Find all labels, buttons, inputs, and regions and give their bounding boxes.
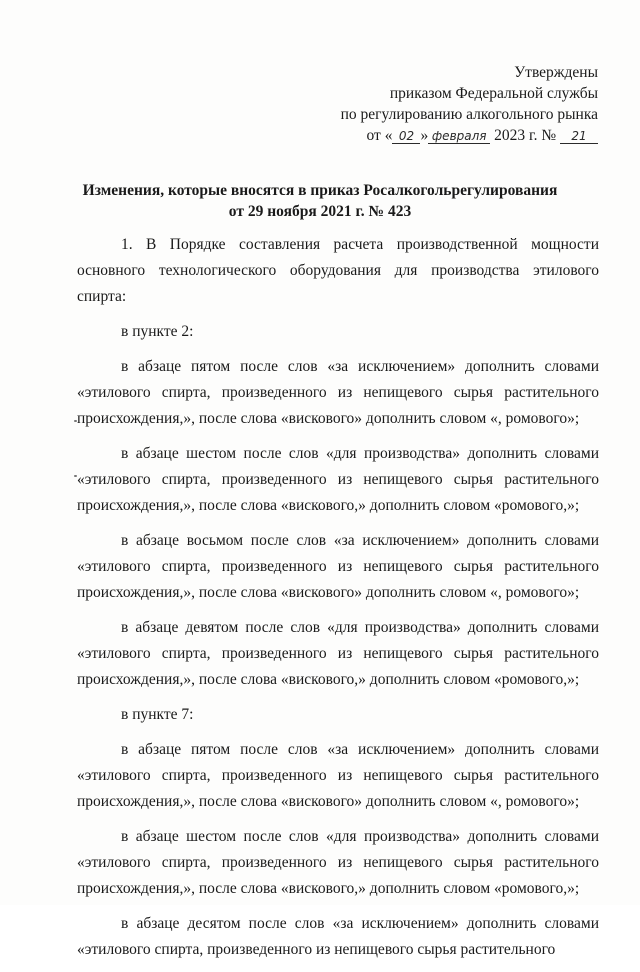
approval-date-line xyxy=(341,125,598,146)
paragraph-10: в абзаце десятом после слов «за исключением» дополнить словами «этилового спирта, произведенного из непищевого сырья растительного xyxy=(77,915,599,958)
paragraph-4: в абзаце шестом после слов «для производства» дополнить словами «этилового спирта, произведенного из непищевого сырья растительного происхождения,», после слова «вискового,» дополнить словом «ромового,»; xyxy=(77,445,599,514)
approval-block xyxy=(341,62,598,146)
paragraph-9: в абзаце шестом после слов «для производства» дополнить словами «этилового спирта, произведенного из непищевого сырья растительного происхождения,», после слова «вискового,» дополнить словом «ромового,»; xyxy=(77,828,599,897)
paragraph-clause-2: в пункте 2: xyxy=(121,323,194,340)
paragraph-1: 1. В Порядке составления расчета производственной мощности основного технологического оборудования для производства этилового спирта: xyxy=(77,236,599,305)
approval-line-1: Утверждены xyxy=(514,64,598,81)
paragraph-clause-7: в пункте 7: xyxy=(121,706,194,723)
paragraph-3: в абзаце пятом после слов «за исключением» дополнить словами «этилового спирта, произведенного из непищевого сырья растительного происхождения,», после слова «вискового» дополнить словом «, ромового»; xyxy=(77,358,599,427)
document-body xyxy=(77,232,599,972)
handwritten-month: февраля xyxy=(428,129,490,144)
handwritten-day: 02 xyxy=(392,129,420,144)
scan-speck xyxy=(74,420,77,422)
paragraph-6: в абзаце девятом после слов «для производства» дополнить словами «этилового спирта, произведенного из непищевого сырья растительного происхождения,», после слова «вискового,» дополнить словом «ромового,»; xyxy=(77,619,599,688)
title-line-2: от 29 ноября 2021 г. № 423 xyxy=(228,203,412,220)
paragraph-8: в абзаце пятом после слов «за исключением» дополнить словами «этилового спирта, произведенного из непищевого сырья растительного происхождения,», после слова «вискового» дополнить словом «, ромового»; xyxy=(77,741,599,810)
date-mid: » xyxy=(420,127,429,144)
date-year: 2023 г. № xyxy=(494,127,557,144)
scan-speck xyxy=(74,475,77,477)
title-line-1: Изменения, которые вносятся в приказ Росалкогольрегулирования xyxy=(82,182,558,199)
document-title xyxy=(0,180,640,222)
paragraph-5: в абзаце восьмом после слов «за исключением» дополнить словами «этилового спирта, произведенного из непищевого сырья растительного происхождения,», после слова «вискового» дополнить словом «, ромового»; xyxy=(77,532,599,601)
approval-line-2: приказом Федеральной службы xyxy=(389,85,598,102)
handwritten-order-number: 21 xyxy=(560,129,598,144)
date-prefix: от « xyxy=(366,127,393,144)
approval-line-3: по регулированию алкогольного рынка xyxy=(340,106,598,123)
